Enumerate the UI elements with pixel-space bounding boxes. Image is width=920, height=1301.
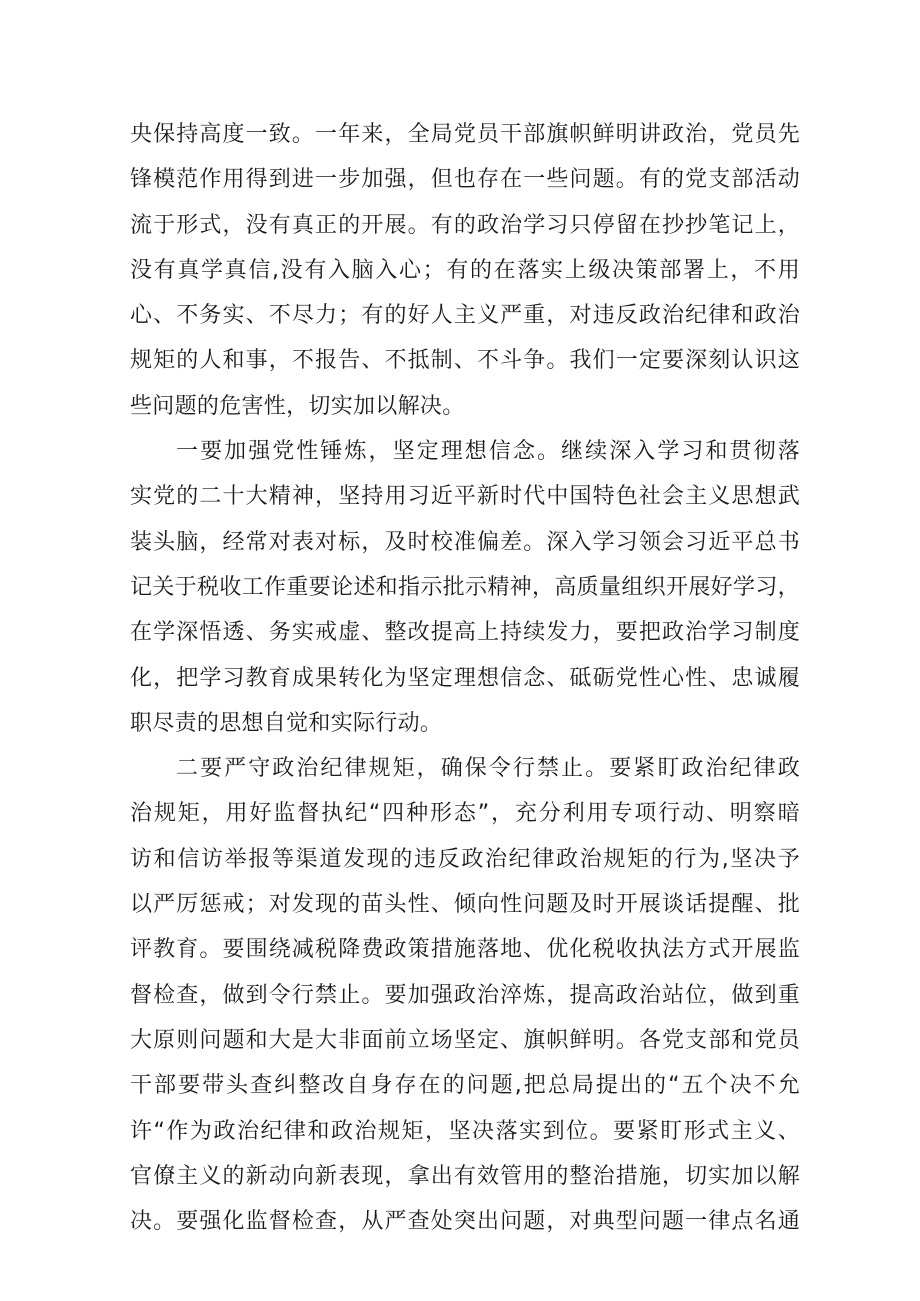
text-line: 实党的二十大精神，坚持用习近平新时代中国特色社会主义思想武 (130, 484, 800, 510)
text-line: 在学深悟透、务实戒虚、整改提高上持续发力，要把政治学习制度 (130, 620, 800, 646)
text-line: 流于形式，没有真正的开展。有的政治学习只停留在抄抄笔记上， (130, 212, 800, 238)
text-line: 评教育。要围绕减税降费政策措施落地、优化税收执法方式开展监 (130, 937, 800, 963)
text-line: 规矩的人和事，不报告、不抵制、不斗争。我们一定要深刻认识这 (130, 348, 800, 374)
paragraph-discipline (130, 746, 800, 1244)
text-line: 以严厉惩戒；对发现的苗头性、倾向性问题及时开展谈话提醒、批 (130, 892, 800, 918)
text-line: 些问题的危害性，切实加以解决。 (130, 393, 465, 419)
text-line: 没有真学真信,没有入脑入心；有的在落实上级决策部署上，不用 (130, 257, 800, 283)
document-body (130, 112, 800, 1244)
text-line: 访和信访举报等渠道发现的违反政治纪律政治规矩的行为,坚决予 (130, 846, 800, 872)
text-line: 官僚主义的新动向新表现，拿出有效管用的整治措施，切实加以解 (130, 1163, 800, 1189)
text-line: 职尽责的思想自觉和实际行动。 (130, 710, 443, 736)
text-line: 央保持高度一致。一年来，全局党员干部旗帜鲜明讲政治，党员先 (130, 122, 800, 147)
text-line: 决。要强化监督检查，从严查处突出问题，对典型问题一律点名通 (130, 1209, 800, 1235)
text-line: 二要严守政治纪律规矩，确保令行禁止。要紧盯政治纪律政 (176, 756, 800, 782)
text-line: 记关于税收工作重要论述和指示批示精神，高质量组织开展好学习， (130, 574, 800, 600)
text-line: 治规矩，用好监督执纪“四种形态”，充分利用专项行动、明察暗 (130, 801, 800, 827)
text-line: 大原则问题和大是大非面前立场坚定、旗帜鲜明。各党支部和党员 (130, 1027, 800, 1053)
text-line: 装头脑，经常对表对标，及时校准偏差。深入学习领会习近平总书 (130, 529, 800, 555)
text-line: 干部要带头查纠整改自身存在的问题,把总局提出的“五个决不允 (130, 1073, 800, 1099)
text-line: 心、不务实、不尽力；有的好人主义严重，对违反政治纪律和政治 (130, 303, 800, 329)
paragraph-problems (130, 112, 800, 429)
text-line: 化，把学习教育成果转化为坚定理想信念、砥砺党性心性、忠诚履 (130, 665, 800, 691)
text-line: 一要加强党性锤炼，坚定理想信念。继续深入学习和贯彻落 (176, 439, 800, 465)
text-line: 督检查，做到令行禁止。要加强政治淬炼，提高政治站位，做到重 (130, 982, 800, 1008)
paragraph-party-spirit (130, 429, 800, 746)
text-line: 锋模范作用得到进一步加强，但也存在一些问题。有的党支部活动 (130, 167, 800, 193)
text-line: 许“作为政治纪律和政治规矩，坚决落实到位。要紧盯形式主义、 (130, 1118, 800, 1144)
